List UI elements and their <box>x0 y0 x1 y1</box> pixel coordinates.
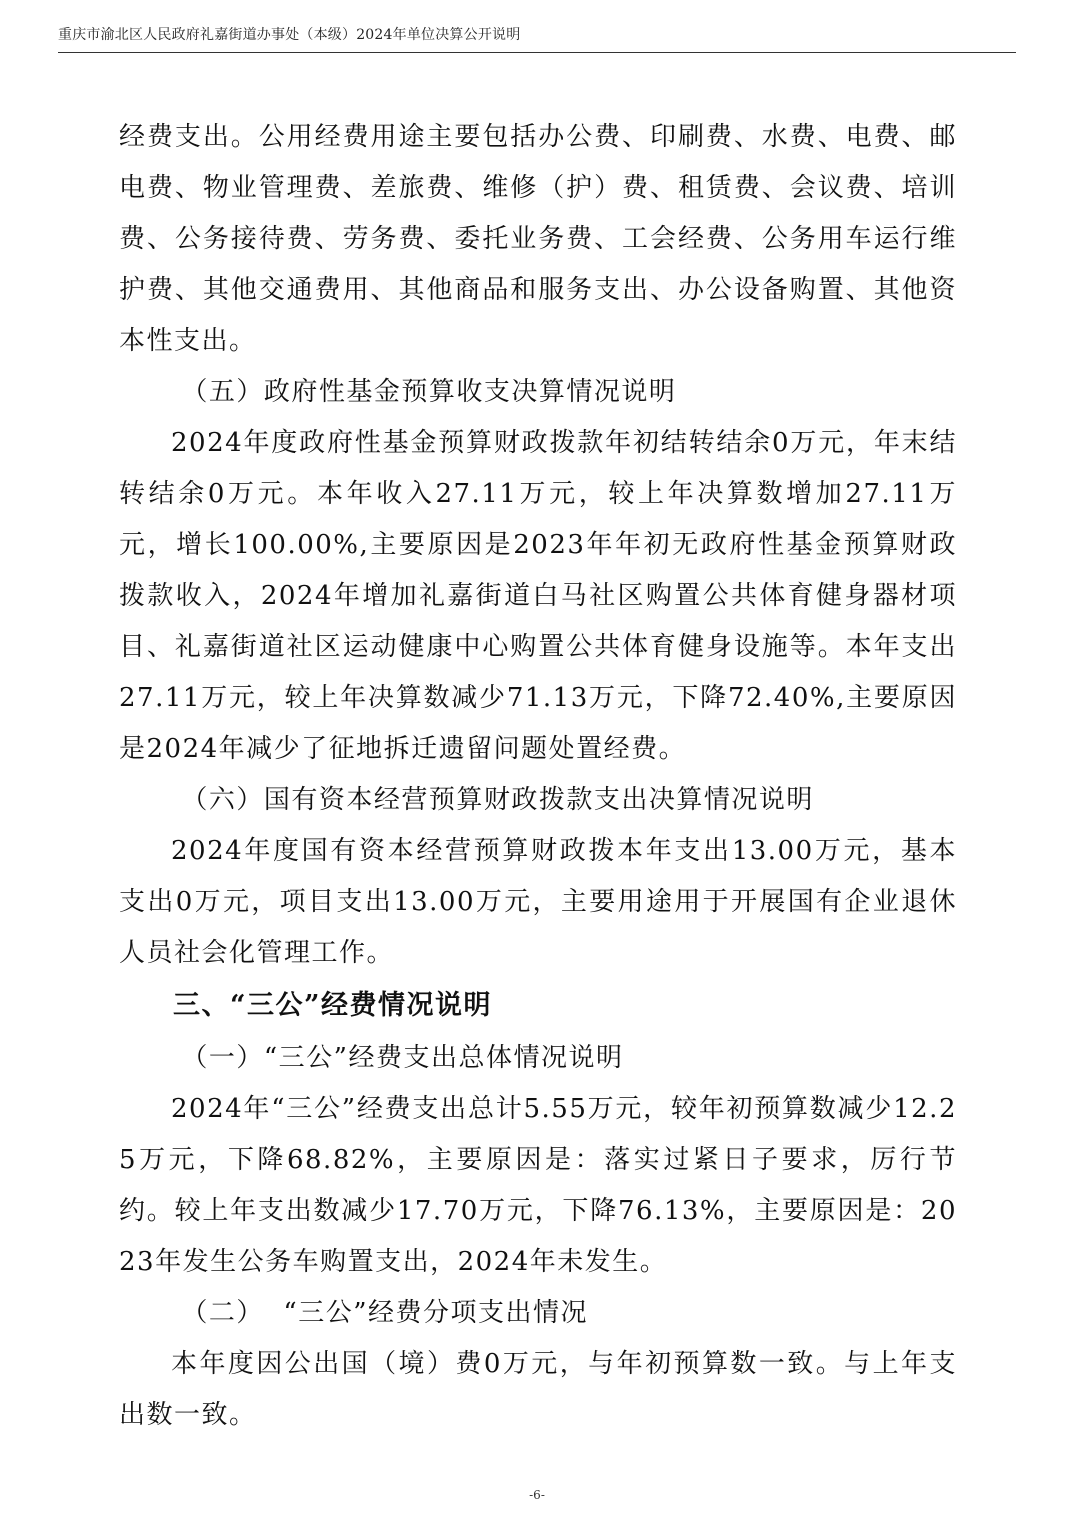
paragraph-three-public-overall: 2024年“三公”经费支出总计5.55万元，较年初预算数减少12.25万元，下降68.82%，主要原因是：落实过紧日子要求，厉行节约。较上年支出数减少17.70万元，下降76.13%，主要原因是：2023年发生公务车购置支出，2024年未发生。 <box>119 1094 957 1277</box>
section-heading-three-public-expenses: 三、“三公”经费情况说明 <box>173 990 493 1021</box>
paragraph-public-funds-continuation: 经费支出。公用经费用途主要包括办公费、印刷费、水费、电费、邮电费、物业管理费、差旅费、维修（护）费、租赁费、会议费、培训费、公务接待费、劳务费、委托业务费、工会经费、公务用车运行维护费、其他交通费用、其他商品和服务支出、办公设备购置、其他资本性支出。 <box>119 122 957 356</box>
header-divider <box>58 52 1016 53</box>
page-header-title: 重庆市渝北区人民政府礼嘉街道办事处（本级）2024年单位决算公开说明 <box>58 27 521 43</box>
subheading-state-capital-budget: （六）国有资本经营预算财政拨款支出决算情况说明 <box>181 785 814 815</box>
subheading-three-public-itemized: （二） “三公”经费分项支出情况 <box>181 1298 589 1328</box>
paragraph-state-capital-budget: 2024年度国有资本经营预算财政拨本年支出13.00万元，基本支出0万元，项目支出13.00万元，主要用途用于开展国有企业退休人员社会化管理工作。 <box>119 836 957 968</box>
paragraph-government-fund-budget: 2024年度政府性基金预算财政拨款年初结转结余0万元，年末结转结余0万元。本年收入27.11万元，较上年决算数增加27.11万元，增长100.00%,主要原因是2023年年初无政府性基金预算财政拨款收入，2024年增加礼嘉街道白马社区购置公共体育健身器材项目、礼嘉街道社区运动健康中心购置公共体育健身设施等。本年支出27.11万元，较上年决算数减少71.13万元，下降72.40%,主要原因是2024年减少了征地拆迁遗留问题处置经费。 <box>119 428 957 764</box>
document-body <box>119 112 957 1441</box>
subheading-three-public-overall: （一）“三公”经费支出总体情况说明 <box>181 1043 624 1073</box>
paragraph-overseas-travel: 本年度因公出国（境）费0万元，与年初预算数一致。与上年支出数一致。 <box>119 1349 957 1430</box>
subheading-government-fund-budget: （五）政府性基金预算收支决算情况说明 <box>181 377 677 407</box>
page-number: -6- <box>529 1488 545 1502</box>
